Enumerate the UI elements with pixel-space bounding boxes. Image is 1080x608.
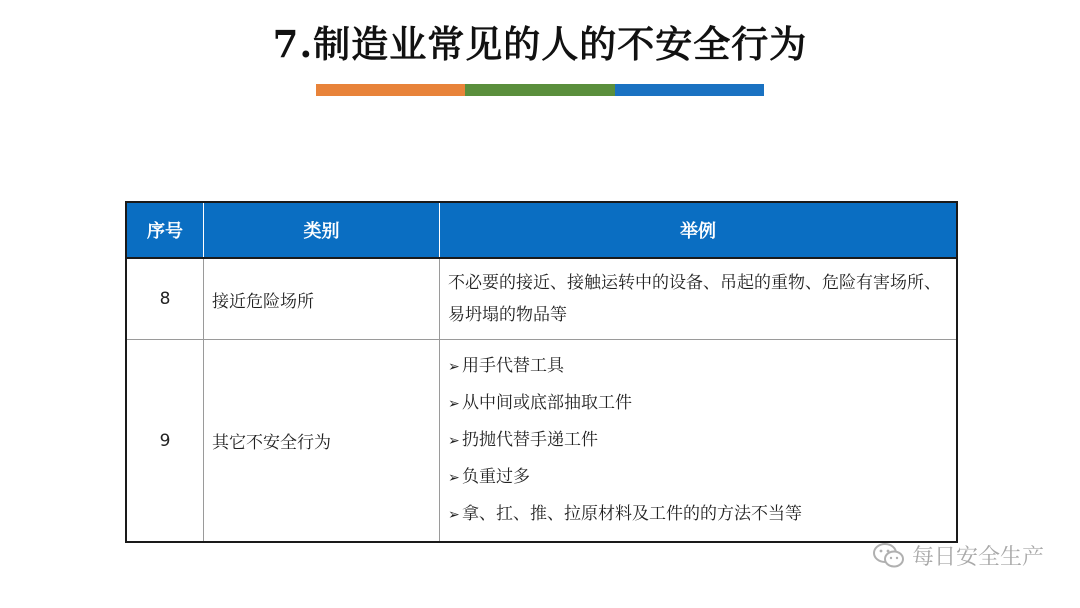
title-underline-bar bbox=[316, 84, 764, 96]
row-example-list bbox=[440, 340, 958, 543]
watermark bbox=[872, 540, 1044, 571]
list-item: ➢ 扔抛代替手递工件 bbox=[448, 422, 946, 459]
header-category: 类别 bbox=[204, 202, 440, 258]
list-item: ➢ 拿、扛、推、拉原材料及工件的的方法不当等 bbox=[448, 496, 946, 533]
arrowhead-bullet-icon: ➢ bbox=[448, 359, 460, 375]
page-title: 7.制造业常见的人的不安全行为 bbox=[272, 22, 808, 66]
underline-segment-orange bbox=[316, 84, 465, 96]
list-item: ➢ 从中间或底部抽取工件 bbox=[448, 385, 946, 422]
arrowhead-bullet-icon: ➢ bbox=[448, 470, 460, 486]
header-examples: 举例 bbox=[440, 202, 958, 258]
wechat-icon bbox=[872, 542, 906, 570]
watermark-text: 每日安全生产 bbox=[911, 545, 1044, 570]
header-num: 序号 bbox=[126, 202, 204, 258]
row-example-text: 不必要的接近、接触运转中的设备、吊起的重物、危险有害场所、易坍塌的物品等 bbox=[440, 258, 958, 340]
row-num: 9 bbox=[126, 340, 204, 543]
row-category: 接近危险场所 bbox=[204, 258, 440, 340]
list-item: ➢ 负重过多 bbox=[448, 459, 946, 496]
table-row bbox=[126, 258, 957, 340]
arrowhead-bullet-icon: ➢ bbox=[448, 433, 460, 449]
arrowhead-bullet-icon: ➢ bbox=[448, 396, 460, 412]
unsafe-behavior-table bbox=[125, 201, 958, 543]
underline-segment-blue bbox=[615, 84, 764, 96]
underline-segment-green bbox=[465, 84, 614, 96]
table-row bbox=[126, 340, 957, 543]
row-category: 其它不安全行为 bbox=[204, 340, 440, 543]
arrowhead-bullet-icon: ➢ bbox=[448, 507, 460, 523]
table-header-row bbox=[126, 202, 957, 258]
row-num: 8 bbox=[126, 258, 204, 340]
list-item: ➢ 用手代替工具 bbox=[448, 348, 946, 385]
